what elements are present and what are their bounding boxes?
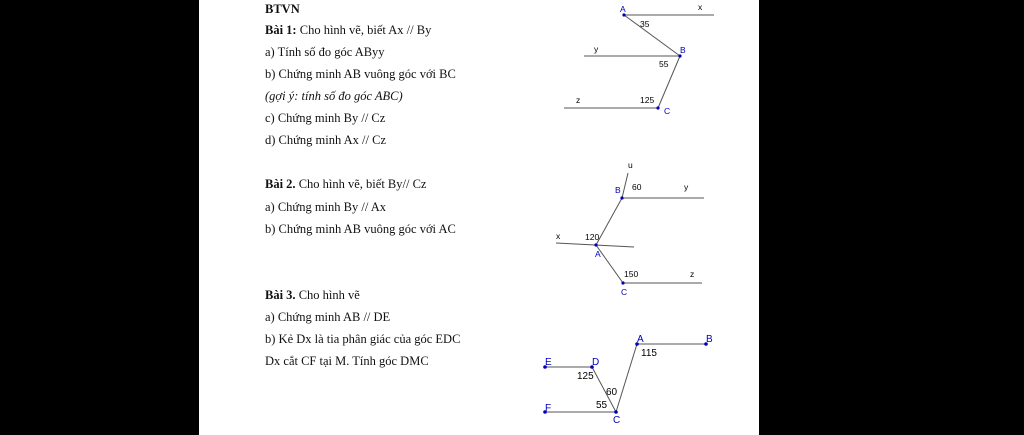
fig3-label-d: D xyxy=(592,357,600,368)
fig1-label-b: B xyxy=(680,45,686,55)
bai3-text: Cho hình vẽ xyxy=(298,288,360,302)
figures-canvas xyxy=(199,0,759,435)
fig2-label-b: B xyxy=(615,185,621,195)
fig1-point-c xyxy=(656,106,659,109)
fig2-label-y: y xyxy=(684,182,689,192)
fig3-label-c: C xyxy=(613,415,621,426)
bai3-item-b: b) Kẻ Dx là tia phân giác của góc EDC xyxy=(265,332,461,346)
fig1-label-z: z xyxy=(576,95,581,105)
fig1-label-x: x xyxy=(698,2,703,12)
fig3-angle-55: 55 xyxy=(596,400,608,411)
fig3-point-c xyxy=(614,410,618,414)
fig2-angle-150: 150 xyxy=(624,269,639,279)
bai1-item-c: c) Chứng minh By // Cz xyxy=(265,111,386,125)
figure-1 xyxy=(564,15,714,108)
bai2-item-b: b) Chứng minh AB vuông góc với AC xyxy=(265,222,456,236)
bai2-text: Cho hình vẽ, biết By// Cz xyxy=(298,177,427,191)
figure-2 xyxy=(556,173,704,283)
fig2-point-b xyxy=(620,196,623,199)
bai2-item-a: a) Chứng minh By // Ax xyxy=(265,200,387,214)
fig2-angle-120: 120 xyxy=(585,232,600,242)
fig1-segment-ab xyxy=(624,15,680,56)
bai1-heading: Bài 1: xyxy=(265,23,297,37)
fig1-angle-125: 125 xyxy=(640,95,655,105)
bai1-item-d: d) Chứng minh Ax // Cz xyxy=(265,133,387,147)
bai1-text: Cho hình vẽ, biết Ax // By xyxy=(299,23,432,37)
figure-3 xyxy=(545,344,706,412)
fig3-angle-115: 115 xyxy=(641,348,657,359)
bai3-item-a: a) Chứng minh AB // DE xyxy=(265,310,391,324)
bai3-heading: Bài 3. xyxy=(265,288,296,302)
doc-title: BTVN xyxy=(265,2,300,16)
fig3-angle-60: 60 xyxy=(606,387,618,398)
document-page xyxy=(199,0,759,435)
bai1-item-b: b) Chứng minh AB vuông góc với BC xyxy=(265,67,456,81)
fig2-label-u: u xyxy=(628,160,633,170)
fig2-label-c: C xyxy=(621,287,628,297)
fig2-point-a xyxy=(594,243,597,246)
fig3-segment-ac xyxy=(616,344,637,412)
fig1-label-y: y xyxy=(594,44,599,54)
fig1-angle-55: 55 xyxy=(659,59,669,69)
fig3-label-f: F xyxy=(545,403,552,414)
fig2-point-c xyxy=(621,281,624,284)
fig1-label-a: A xyxy=(620,4,626,14)
fig2-segment-ab xyxy=(596,198,622,245)
fig2-label-z: z xyxy=(690,269,695,279)
fig2-label-x: x xyxy=(556,231,561,241)
fig2-label-a: A xyxy=(595,249,601,259)
fig3-angle-125: 125 xyxy=(577,371,594,382)
fig2-angle-60: 60 xyxy=(632,182,642,192)
bai1-hint: (gợi ý: tính số đo góc ABC) xyxy=(265,89,403,103)
fig1-angle-35: 35 xyxy=(640,19,650,29)
fig2-ray-bu xyxy=(622,173,628,198)
fig3-label-a: A xyxy=(637,334,644,345)
fig3-label-e: E xyxy=(545,357,552,368)
bai2-heading: Bài 2. xyxy=(265,177,296,191)
bai3-item-b-cont: Dx cắt CF tại M. Tính góc DMC xyxy=(265,354,429,368)
bai1-item-a: a) Tính số đo góc AByy xyxy=(265,45,385,59)
fig1-label-c: C xyxy=(664,106,671,116)
fig3-label-b: B xyxy=(706,334,713,345)
